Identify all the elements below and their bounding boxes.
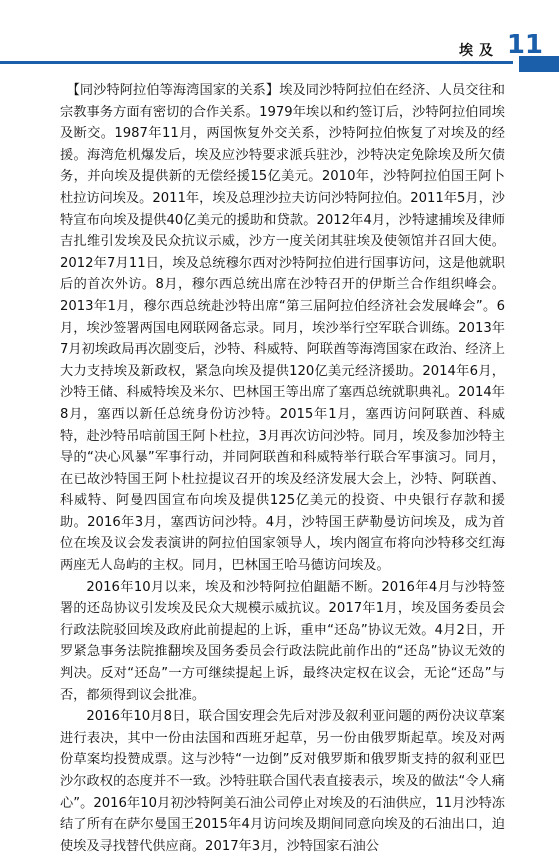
section-title: 埃及 (459, 43, 499, 59)
page-header (0, 0, 559, 85)
body-text (60, 80, 505, 857)
paragraph: 2016年10月以来，埃及和沙特阿拉伯龃龉不断。2016年4月与沙特签署的还岛协议引发埃及民众大规模示威抗议。2017年1月，埃及国务委员会行政法院驳回埃及政府此前提起的上诉，重申“还岛”协议无效。4月2日，开罗紧急事务法院推翻埃及国务委员会行政法院此前作出的“还岛”协议无效的判决。反对“还岛”一方可继续提起上诉，最终决定权在议会，无论“还岛”与否，都须得到议会批准。 (60, 579, 505, 703)
header-rule (0, 61, 513, 64)
paragraph: 2016年10月8日，联合国安理会先后对涉及叙利亚问题的两份决议草案进行表决，其中一份由法国和西班牙起草，另一份由俄罗斯起草。埃及对两份草案均投赞成票。这与沙特“一边倒”反对俄罗斯和俄罗斯支持的叙利亚巴沙尔政权的态度并不一致。沙特驻联合国代表直接表示，埃及的做法“令人痛心”。2016年10月初沙特阿美石油公司停止对埃及的石油供应，11月沙特冻结了所有在萨尔曼国王2015年4月访问埃及期间同意向埃及的石油出口，迫使埃及寻找替代供应商。2017年3月，沙特国家石油公 (60, 709, 505, 854)
page-number: 11 (506, 30, 543, 60)
paragraph: 【同沙特阿拉伯等海湾国家的关系】埃及同沙特阿拉伯在经济、人员交往和宗教事务方面有密切的合作关系。1979年埃以和约签订后，沙特阿拉伯同埃及断交。1987年11月，两国恢复外交关系，沙特阿拉伯恢复了对埃及的经援。海湾危机爆发后，埃及应沙特要求派兵驻沙，沙特决定免除埃及所欠债务，并向埃及提供新的无偿经援15亿美元。2010年，沙特阿拉伯国王阿卜杜拉访问埃及。2011年，埃及总理沙拉夫访问沙特阿拉伯。2011年5月，沙特宣布向埃及提供40亿美元的援助和贷款。2012年4月，沙特逮捕埃及律师吉扎维引发埃及民众抗议示威，沙方一度关闭其驻埃及使领馆并召回大使。2012年7月11日，埃及总统穆尔西对沙特阿拉伯进行国事访问，这是他就职后的首次外访。8月，穆尔西总统出席在沙特召开的伊斯兰合作组织峰会。2013年1月，穆尔西总统赴沙特出席“第三届阿拉伯经济社会发展峰会”。6月，埃沙签署两国电网联网备忘录。同月，埃沙举行空军联合训练。2013年7月初埃政局再次剧变后，沙特、科威特、阿联酋等海湾国家在政治、经济上大力支持埃及新政权，紧急向埃及提供120亿美元经济援助。2014年6月，沙特王储、科威特埃及米尔、巴林国王等出席了塞西总统就职典礼。2014年8月，塞西以新任总统身份访沙特。2015年1月，塞西访问阿联酋、科威特，赴沙特吊唁前国王阿卜杜拉，3月再次访问沙特。同月，埃及参加沙特主导的“决心风暴”军事行动，并同阿联酋和科威特举行联合军事演习。同月，在已故沙特国王阿卜杜拉提议召开的埃及经济发展大会上，沙特、阿联酋、科威特、阿曼四国宣布向埃及提供125亿美元的投资、中央银行存款和援助。2016年3月，塞西访问沙特。4月，沙特国王萨勒曼访问埃及，成为首位在埃及议会发表演讲的阿拉伯国家领导人，埃内阁宣布将向沙特移交红海两座无人岛屿的主权。同月，巴林国王哈马德访问埃及。 (60, 83, 505, 574)
